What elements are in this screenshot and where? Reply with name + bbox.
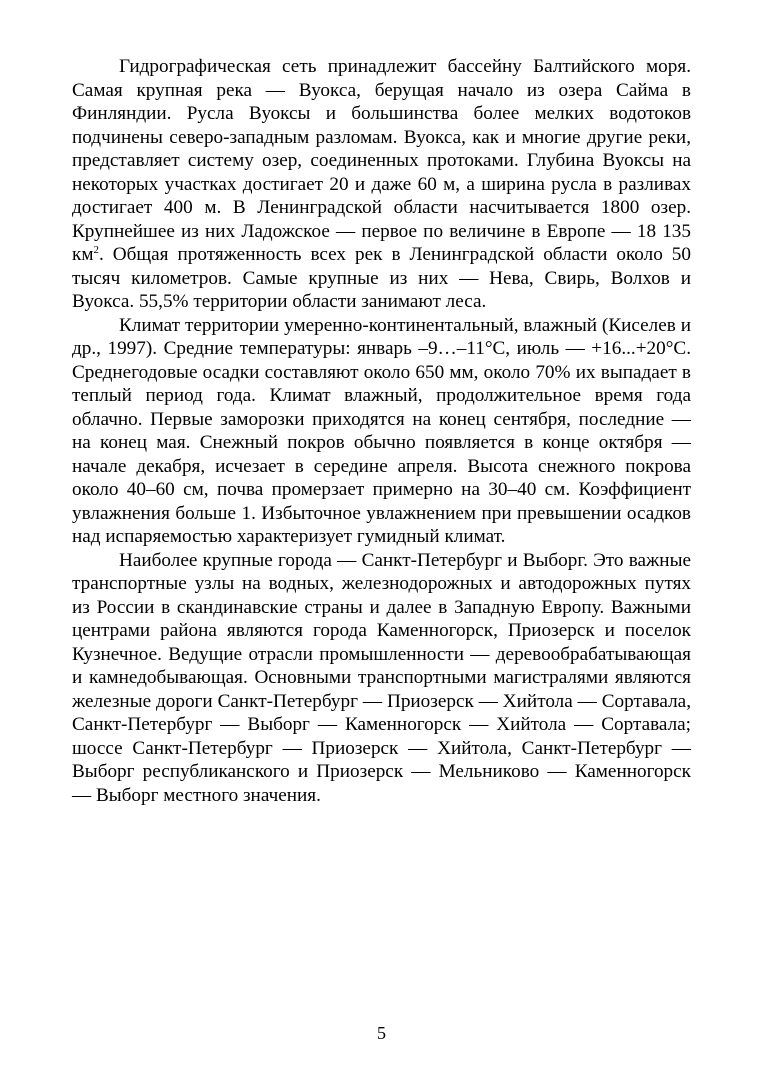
paragraph-hydrography-text: Гидрографическая сеть принадлежит бассейну Балтийского моря. Самая крупная река — Вуокса, берущая начало из озера Сайма в Финляндии. Русла Вуоксы и большинства более мелких водотоков подчинены северо-западным разломам. Вуокса, как и многие другие реки, представляет систему озер, соединенных протоками. Глубина Вуоксы на некоторых участках достигает 20 и даже 60 м, а ширина русла в разливах достигает 400 м. В Ленинградской области насчитывается 1800 озер. Крупнейшее из них Ладожское — первое по величине в Европе — 18 135 км [72,56,691,265]
paragraph-cities: Наиболее крупные города — Санкт-Петербург и Выборг. Это важные транспортные узлы на водных, железнодорожных и автодорожных путях из России в скандинавские страны и далее в Западную Европу. Важными центрами района являются города Каменногорск, Приозерск и поселок Кузнечное. Ведущие отрасли промышленности — деревообрабатывающая и камнедобывающая. Основными транспортными магистралями являются железные дороги Санкт-Петербург — Приозерск — Хийтола — Сортавала, Санкт-Петербург — Выборг — Каменногорск — Хийтола — Сортавала; шоссе Санкт-Петербург — Приозерск — Хийтола, Санкт-Петербург — Выборг республиканского и Приозерск — Мельниково — Каменногорск — Выборг местного значения. [72,549,691,806]
page-number: 5 [377,1023,386,1043]
paragraph-climate: Климат территории умеренно-континентальный, влажный (Киселев и др., 1997). Средние температуры: январь –9…–11°С, июль — +16...+20°С. Среднегодовые осадки составляют около 650 мм, около 70% их выпадает в теплый период года. Климат влажный, продолжительное время года облачно. Первые заморозки приходятся на конец сентября, последние — на конец мая. Снежный покров обычно появляется в конце октября — начале декабря, исчезает в середине апреля. Высота снежного покрова около 40–60 см, почва промерзает примерно на 30–40 см. Коэффициент увлажнения больше 1. Избыточное увлажнением при превышении осадков над испаряемостью характеризует гумидный климат. [72,314,691,547]
document-body [72,55,691,807]
paragraph-hydrography [72,55,691,314]
superscript-square-km: 2 [93,244,99,256]
paragraph-hydrography-text-cont: . Общая протяженность всех рек в Ленинградской области около 50 тысяч километров. Самые крупные из них — Нева, Свирь, Волхов и Вуокса. 55,5% территории области занимают леса. [72,244,691,312]
